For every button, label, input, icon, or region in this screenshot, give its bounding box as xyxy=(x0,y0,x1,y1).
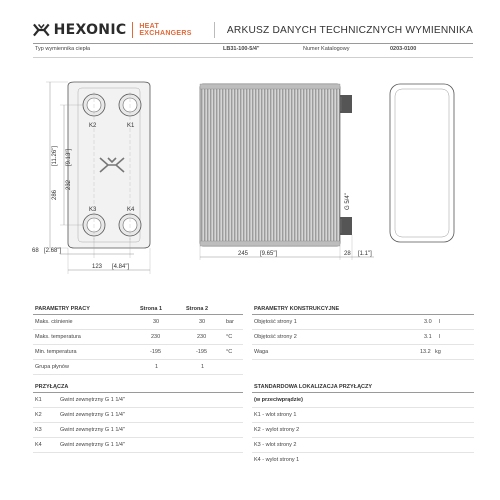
table-row: Maks. temperatura 230 230 °C xyxy=(33,330,243,345)
list-item: K1 - wlot strony 1 xyxy=(252,408,474,423)
table-row: Objętość strony 2 3.1 l xyxy=(252,330,474,345)
port-label-k4: K4 xyxy=(127,207,135,213)
side-view xyxy=(200,84,352,246)
title-separator xyxy=(214,22,215,38)
svg-text:28: 28 xyxy=(344,251,351,257)
svg-text:232: 232 xyxy=(66,179,72,190)
document-title: ARKUSZ DANYCH TECHNICZNYCH WYMIENNIKA xyxy=(226,24,473,36)
port-label-k3: K3 xyxy=(89,207,97,213)
connector-top-icon xyxy=(340,95,352,113)
table-row: K3 Gwint zewnętrzny G 1 1/4" xyxy=(33,423,243,438)
construction-params-table xyxy=(252,303,474,360)
dimension-286 xyxy=(46,82,68,248)
svg-text:[1.1"]: [1.1"] xyxy=(358,251,372,257)
list-item: K4 - wylot strony 1 xyxy=(254,457,300,463)
table-row: Maks. ciśnienie 30 30 bar xyxy=(33,315,243,330)
svg-text:[9.65"]: [9.65"] xyxy=(260,251,278,257)
technical-drawing xyxy=(30,78,474,283)
dimension-245 xyxy=(200,246,340,260)
type-label: Typ wymiennika ciepła xyxy=(35,46,91,52)
svg-text:[11.26"]: [11.26"] xyxy=(52,145,58,166)
dimension-123 xyxy=(68,248,150,274)
standard-location-header: STANDARDOWA LOKALIZACJA PRZYŁĄCZY xyxy=(252,381,474,393)
brand-separator xyxy=(132,22,133,38)
list-item: K3 - wlot strony 2 xyxy=(252,438,474,453)
type-row-divider xyxy=(33,57,473,58)
work-params-table xyxy=(33,303,243,375)
brand-subtitle: HEAT EXCHANGERS xyxy=(139,23,192,37)
hexonic-logo-icon xyxy=(33,23,50,37)
table-row: Min. temperatura -195 -195 °C xyxy=(33,345,243,360)
connections-header: PRZYŁĄCZA xyxy=(33,381,243,393)
svg-text:286: 286 xyxy=(52,189,58,200)
table-row: Waga 13.2 kg xyxy=(252,345,474,360)
right-view xyxy=(390,84,454,242)
connector-bottom-icon xyxy=(340,217,352,235)
svg-text:[9.13"]: [9.13"] xyxy=(66,148,72,166)
table-row: Grupa płynów 1 1 xyxy=(33,360,243,375)
svg-text:68: 68 xyxy=(32,248,39,254)
type-row xyxy=(33,43,473,57)
svg-text:[4.84"]: [4.84"] xyxy=(112,264,130,270)
catalog-label: Numer Katalogowy xyxy=(303,46,350,52)
type-value: LB31-100-5/4" xyxy=(223,46,260,52)
construction-params-header: PARAMETRY KONSTRUKCYJNE xyxy=(252,303,474,315)
svg-text:[2.68"]: [2.68"] xyxy=(44,248,62,254)
table-row: K4 Gwint zewnętrzny G 1 1/4" xyxy=(33,438,243,453)
connections-table xyxy=(33,381,243,453)
svg-text:123: 123 xyxy=(92,264,103,270)
standard-location-table xyxy=(252,381,474,468)
svg-text:245: 245 xyxy=(238,251,249,257)
list-item: K2 - wylot strony 2 xyxy=(252,423,474,438)
front-view xyxy=(68,82,150,248)
thread-label: G 5/4" xyxy=(345,193,351,210)
standard-location-subtitle: (w przeciwprądzie) xyxy=(252,393,474,408)
port-label-k1: K1 xyxy=(127,123,135,129)
catalog-value: 0203-0100 xyxy=(390,46,417,52)
table-row: K1 Gwint zewnętrzny G 1 1/4" xyxy=(33,393,243,408)
table-row: Objętość strony 1 3.0 l xyxy=(252,315,474,330)
table-row: K2 Gwint zewnętrzny G 1 1/4" xyxy=(33,408,243,423)
brand-name: HEXONIC xyxy=(53,22,127,38)
port-label-k2: K2 xyxy=(89,123,97,129)
dimension-28 xyxy=(340,235,374,260)
header xyxy=(33,18,473,42)
work-params-header: PARAMETRY PRACY Strona 1 Strona 2 xyxy=(33,303,243,315)
